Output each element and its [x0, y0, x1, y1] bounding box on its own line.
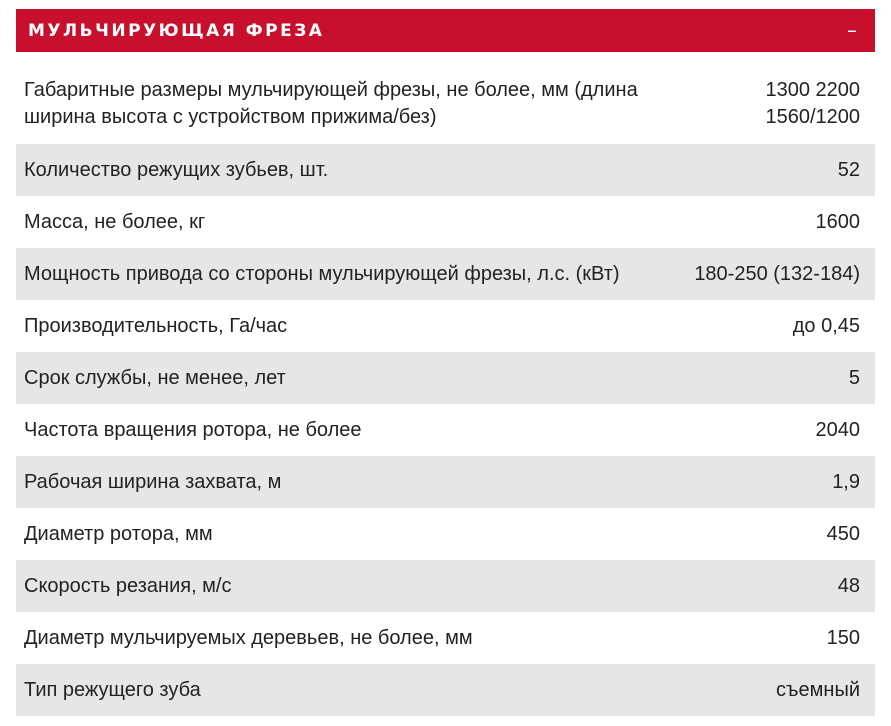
collapse-icon[interactable]: – — [847, 17, 857, 42]
spec-row — [16, 64, 875, 144]
spec-label: Масса, не более, кг — [24, 210, 206, 233]
spec-row — [16, 560, 875, 612]
spec-label: Рабочая ширина захвата, м — [24, 470, 282, 493]
section-title: МУЛЬЧИРУЮЩАЯ ФРЕЗА — [28, 20, 325, 41]
spec-value: 1600 — [815, 210, 860, 233]
spec-value: 2040 — [815, 418, 860, 441]
spec-value: 450 — [826, 522, 860, 545]
spec-label: Диаметр ротора, мм — [24, 522, 213, 545]
spec-row — [16, 144, 875, 196]
spec-value: 1,9 — [832, 470, 860, 493]
spec-value — [765, 77, 860, 131]
spec-label: Скорость резания, м/с — [24, 574, 232, 597]
section-header[interactable] — [16, 9, 875, 52]
spec-label: Количество режущих зубьев, шт. — [24, 158, 329, 181]
spec-row — [16, 300, 875, 352]
spec-label: Мощность привода со стороны мульчирующей фрезы, л.с. (кВт) — [24, 262, 620, 285]
spec-label: Производительность, Га/час — [24, 314, 288, 337]
spec-value: 5 — [848, 366, 860, 389]
spec-value: до 0,45 — [792, 314, 860, 337]
spec-panel — [16, 9, 875, 716]
spec-table — [16, 64, 875, 716]
spec-value: 180-250 (132-184) — [694, 262, 860, 285]
spec-row — [16, 248, 875, 300]
spec-row — [16, 508, 875, 560]
spec-label: Диаметр мульчируемых деревьев, не более, мм — [24, 626, 473, 649]
spec-label: Частота вращения ротора, не более — [24, 418, 362, 441]
spec-value: 52 — [837, 158, 860, 181]
spec-value: 48 — [837, 574, 860, 597]
spec-label: Срок службы, не менее, лет — [24, 366, 286, 389]
spec-row — [16, 352, 875, 404]
spec-value: съемный — [776, 678, 860, 701]
spec-row — [16, 456, 875, 508]
spec-row — [16, 664, 875, 716]
spec-value: 150 — [826, 626, 860, 649]
spec-row — [16, 196, 875, 248]
spec-row — [16, 612, 875, 664]
spec-value-line: 1560/1200 — [765, 106, 860, 128]
spec-value-line: 1300 2200 — [765, 79, 860, 101]
spec-label: Габаритные размеры мульчирующей фрезы, не более, мм (длина ширина высота с устройством прижима/без) — [24, 79, 638, 128]
spec-label: Тип режущего зуба — [24, 678, 201, 701]
spec-row — [16, 404, 875, 456]
